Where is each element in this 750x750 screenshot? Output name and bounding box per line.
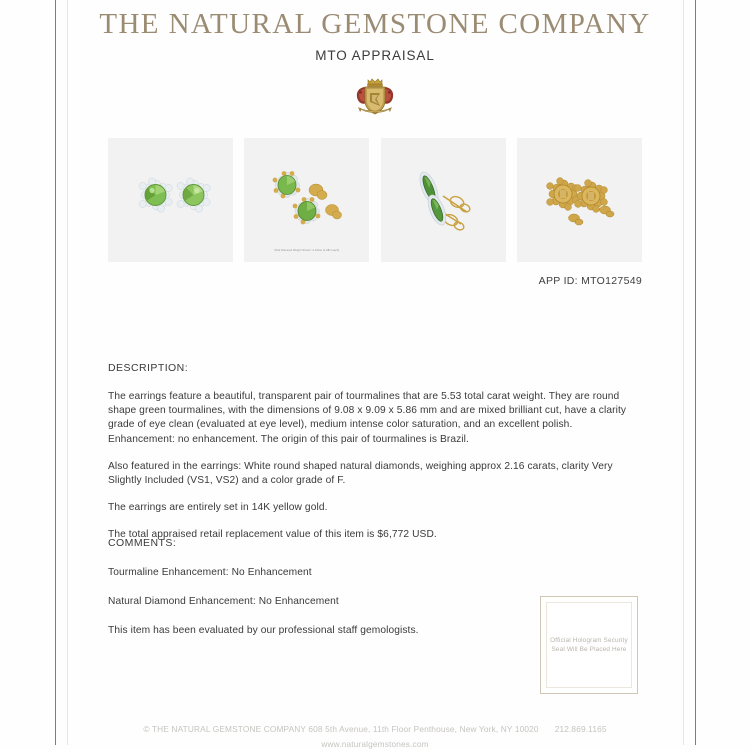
- description-paragraph: The total appraised retail replacement value of this item is $6,772 USD.: [108, 529, 437, 541]
- company-title: THE NATURAL GEMSTONE COMPANY: [99, 8, 651, 40]
- crest-container: [0, 75, 750, 119]
- description-paragraph: The earrings feature a beautiful, transparent pair of tourmalines that are 5.53 total carat weight. They are round shape green tourmalines, with the dimensions of 9.08 x 9.09 x 5.86 mm and are mixed brilliant cut, have a clarity grade of eye clean (evaluated at eye level), medium intense color saturation, and an excellent polish. Enhancement: no enhancement. The origin of this pair of tourmalines is Brazil.: [108, 391, 627, 445]
- comments-heading: COMMENTS:: [108, 537, 177, 549]
- page-footer: [0, 724, 750, 749]
- description-paragraph: The earrings are entirely set in 14K yellow gold.: [108, 502, 328, 514]
- product-photo-1[interactable]: [108, 138, 233, 262]
- footer-copyright-address: © THE NATURAL GEMSTONE COMPANY 608 5th Avenue, 11th Floor Penthouse, New York, NY 10020: [143, 724, 539, 734]
- product-photo-4[interactable]: [517, 138, 642, 262]
- hologram-seal-inner-frame: [546, 602, 632, 688]
- photo-caption-2: Total Diamond Weight Shown: 2.16ctw (1.08ct each): [274, 249, 340, 252]
- comments-paragraph: This item has been evaluated by our professional staff gemologists.: [108, 625, 419, 637]
- footer-website[interactable]: www.naturalgemstones.com: [321, 739, 429, 749]
- product-photo-3[interactable]: [381, 138, 506, 262]
- description-paragraph: Also featured in the earrings: White round shaped natural diamonds, weighing approx 2.16 carats, clarity Very Slightly Included (VS1, VS2) and a color grade of F.: [108, 460, 613, 487]
- footer-phone: 212.869.1165: [554, 724, 607, 734]
- comments-paragraph: Tourmaline Enhancement: No Enhancement: [108, 567, 312, 578]
- product-photo-2[interactable]: [244, 138, 369, 262]
- footer-address-line: [0, 724, 750, 734]
- heraldic-crest-icon: [352, 75, 398, 119]
- description-heading: DESCRIPTION:: [108, 362, 189, 374]
- product-photo-strip: [108, 138, 642, 262]
- comments-paragraph: Natural Diamond Enhancement: No Enhancement: [108, 596, 339, 608]
- hologram-seal-placeholder: [540, 596, 638, 694]
- description-section: [108, 362, 642, 543]
- app-id: APP ID: MTO127549: [538, 275, 642, 287]
- hologram-seal-text: Official Hologram Security Seal Will Be Placed Here: [550, 637, 628, 653]
- document-subtitle: MTO APPRAISAL: [315, 48, 435, 63]
